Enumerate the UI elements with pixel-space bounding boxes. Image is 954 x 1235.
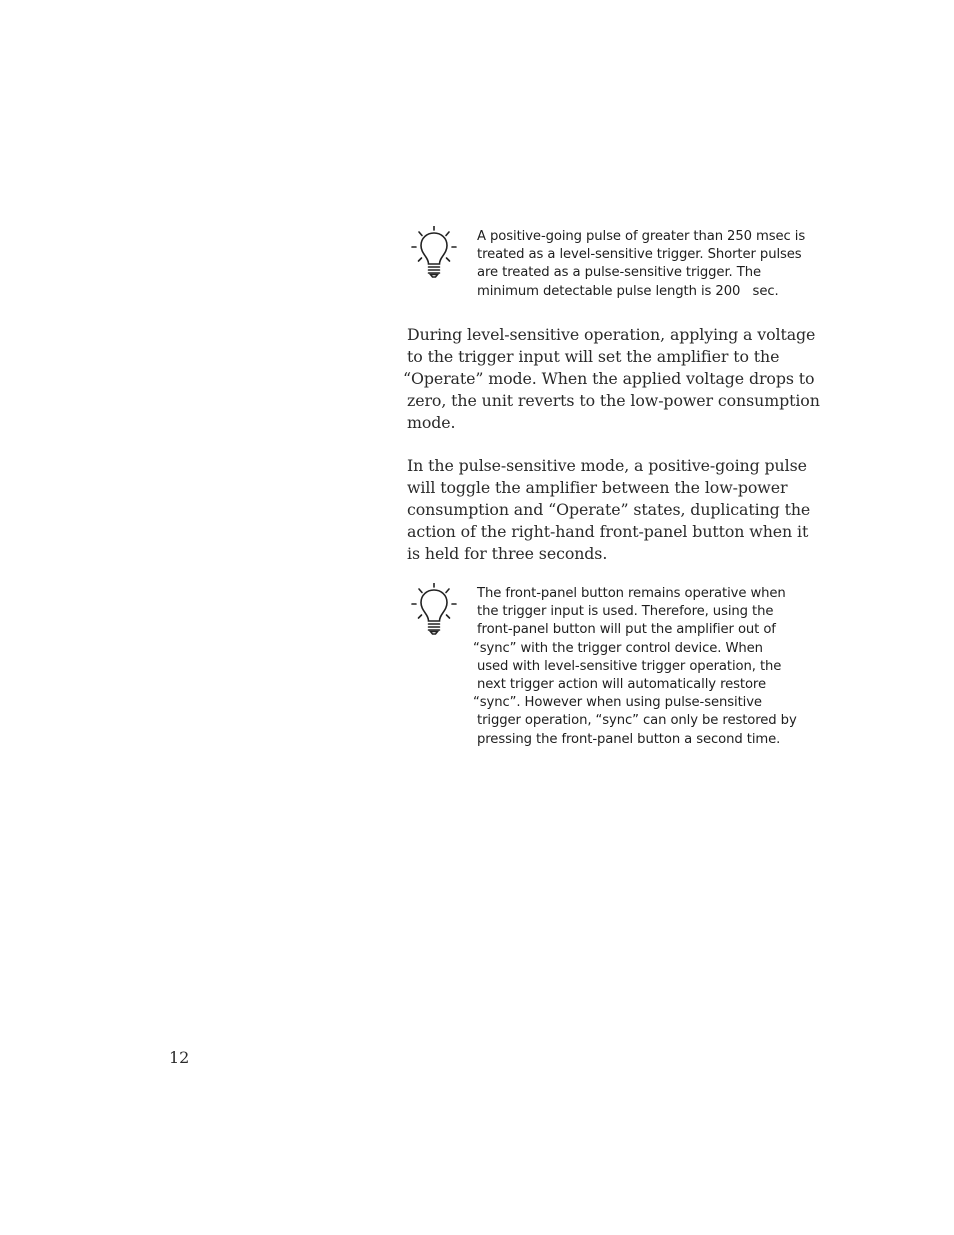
- tip-line: trigger operation, “sync” can only be restored by: [477, 713, 797, 729]
- tip-line: next trigger action will automatically restore: [477, 677, 766, 693]
- lightbulb-icon: [408, 226, 460, 282]
- paragraph-line: is held for three seconds.: [407, 544, 608, 563]
- tip-line: front-panel button will put the amplifier out of: [477, 622, 776, 638]
- paragraph-line: action of the right-hand front-panel button when it: [407, 522, 809, 541]
- paragraph-line: In the pulse-sensitive mode, a positive-going pulse: [407, 456, 807, 475]
- tip-line: treated as a level-sensitive trigger. Shorter pulses: [477, 247, 802, 263]
- tip-line: are treated as a pulse-sensitive trigger. The: [477, 265, 761, 281]
- tip-line: the trigger input is used. Therefore, using the: [477, 604, 774, 620]
- paragraph-level-sensitive: [403, 324, 820, 434]
- tip-line: “sync” with the trigger control device. When: [473, 640, 763, 656]
- tip-line: minimum detectable pulse length is 200 sec.: [477, 283, 779, 299]
- lightbulb-icon: [408, 583, 460, 639]
- tip-line: used with level-sensitive trigger operation, the: [477, 658, 782, 674]
- tip-line: “sync”. However when using pulse-sensitive: [473, 695, 762, 711]
- tip-line: The front-panel button remains operative when: [477, 586, 786, 601]
- paragraph-line: zero, the unit reverts to the low-power consumption: [407, 391, 820, 410]
- tip-line: pressing the front-panel button a second time.: [477, 731, 781, 747]
- paragraph-line: During level-sensitive operation, applying a voltage: [407, 325, 816, 344]
- page-number: 12: [169, 1048, 190, 1067]
- tip-line: A positive-going pulse of greater than 250 msec is: [477, 229, 806, 244]
- paragraph-line: consumption and “Operate” states, duplicating the: [407, 500, 811, 519]
- paragraph-line: will toggle the amplifier between the low-power: [407, 478, 788, 497]
- tip-text: [473, 585, 797, 749]
- paragraph-line: to the trigger input will set the amplifier to the: [407, 347, 780, 366]
- paragraph-line: “Operate” mode. When the applied voltage drops to: [403, 369, 815, 388]
- paragraph-pulse-sensitive: [407, 455, 811, 565]
- paragraph-line: mode.: [407, 413, 456, 432]
- tip-text: [477, 228, 806, 301]
